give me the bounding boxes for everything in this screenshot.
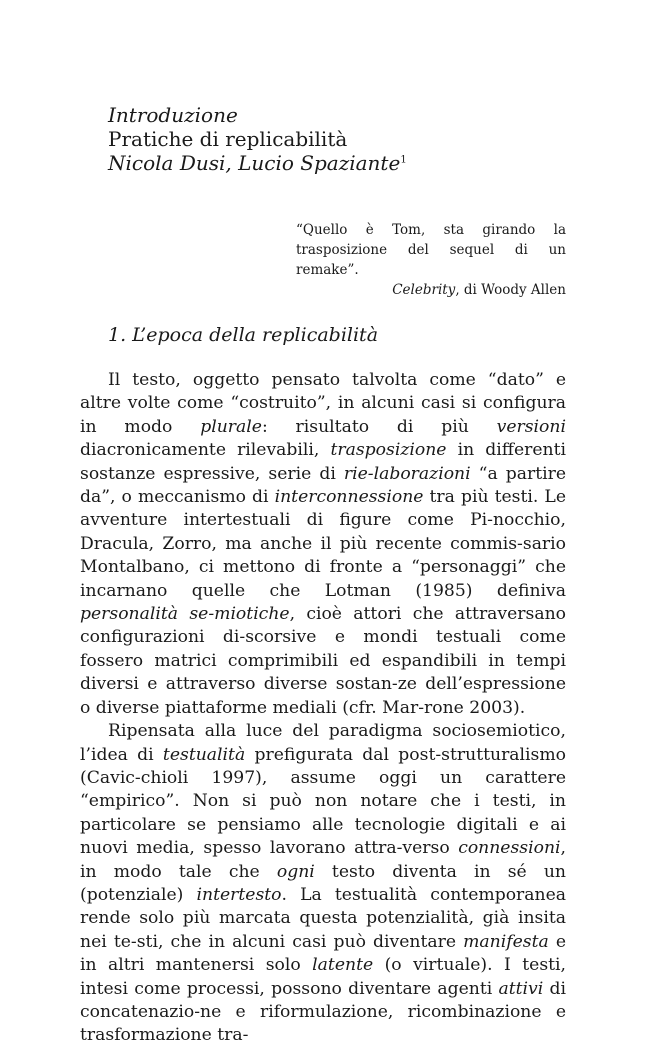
- epigraph-source: [296, 280, 566, 300]
- emphasis: versioni: [496, 416, 566, 437]
- paragraph-2: [80, 720, 566, 1048]
- text-run: : risultato di più: [261, 416, 497, 437]
- text-run: di concatenazio-ne e riformulazione, ricombinazione e trasformazione tra-: [80, 978, 566, 1046]
- epigraph-source-author: , di Woody Allen: [455, 282, 566, 298]
- text-run: . La testualità contemporanea rende solo più marcata questa potenzialità, già insita nei te-sti, che in alcuni casi può diventare: [80, 884, 566, 952]
- epigraph: [296, 220, 566, 300]
- chapter-title: Pratiche di replicabilità: [108, 127, 348, 151]
- section-title: 1. L’epoca della replicabilità: [108, 324, 379, 346]
- text-run: prefigurata dal post-strutturalismo (Cavic-chioli 1997), assume oggi un carattere “empirico”. Non si può non notare che i testi, in particolare se pensiamo alle tecnologie digitali e ai nuovi media, spesso lavorano attra-verso: [80, 744, 566, 859]
- emphasis: manifesta: [463, 931, 549, 952]
- epigraph-source-work: Celebrity: [392, 282, 456, 298]
- epigraph-quote: “Quello è Tom, sta girando la trasposizione del sequel di un remake”.: [296, 222, 566, 278]
- emphasis: intertesto: [196, 884, 282, 905]
- text-run: tra più testi. Le avventure intertestuali di figure come Pi-nocchio, Dracula, Zorro, ma anche il più recente commis-sario Montalbano, ci mettono di fronte a “personaggi” che incarnano quelle che Lotman (1985) definiva: [80, 487, 566, 601]
- emphasis: attivi: [498, 978, 544, 999]
- emphasis: miotiche: [214, 604, 290, 625]
- chapter-heading: [108, 103, 407, 175]
- chapter-authors: Nicola Dusi, Lucio Spaziante: [108, 151, 401, 175]
- emphasis: trasposizione: [330, 440, 447, 461]
- emphasis: ogni: [276, 861, 315, 882]
- text-run: , cioè attori che attraversano configurazioni di-scorsive e mondi testuali come fossero matrici comprimibili ed espandibili in tempi diversi e attraverso diverse sostan-ze dell’espressione o diverse piattaforme mediali (cfr. Mar-rone 2003).: [80, 604, 566, 718]
- footnote-mark: 1: [400, 154, 407, 166]
- text-run: e in altri mantenersi solo: [80, 931, 566, 976]
- emphasis: interconnessione: [274, 487, 424, 508]
- chapter-authors-line: [108, 151, 407, 175]
- text-run: , in modo tale che: [80, 838, 566, 882]
- emphasis: rie-: [343, 463, 374, 484]
- text-run: testo diventa in sé un (potenziale): [80, 861, 566, 905]
- body-text: [80, 369, 566, 1048]
- emphasis: plurale: [200, 416, 262, 437]
- paragraph-1: [80, 369, 566, 720]
- text-run: “a partire da”, o meccanismo di: [80, 463, 566, 508]
- emphasis: laborazioni: [373, 463, 471, 484]
- emphasis: personalità se-: [80, 604, 215, 625]
- text-run: Ripensata alla luce del paradigma sociosemiotico, l’idea di: [80, 721, 566, 765]
- text-run: Il testo, oggetto pensato talvolta come “dato” e altre volte come “costruito”, in alcuni casi si configura in modo: [80, 370, 566, 437]
- text-run: diacronicamente rilevabili,: [80, 440, 331, 461]
- chapter-label: Introduzione: [108, 103, 238, 127]
- text-run: (o virtuale). I testi, intesi come processi, possono diventare agenti: [80, 955, 567, 999]
- emphasis: connessioni: [458, 838, 561, 859]
- emphasis: latente: [312, 955, 374, 976]
- emphasis: testualità: [162, 744, 246, 765]
- text-run: in differenti sostanze espressive, serie di: [80, 440, 566, 484]
